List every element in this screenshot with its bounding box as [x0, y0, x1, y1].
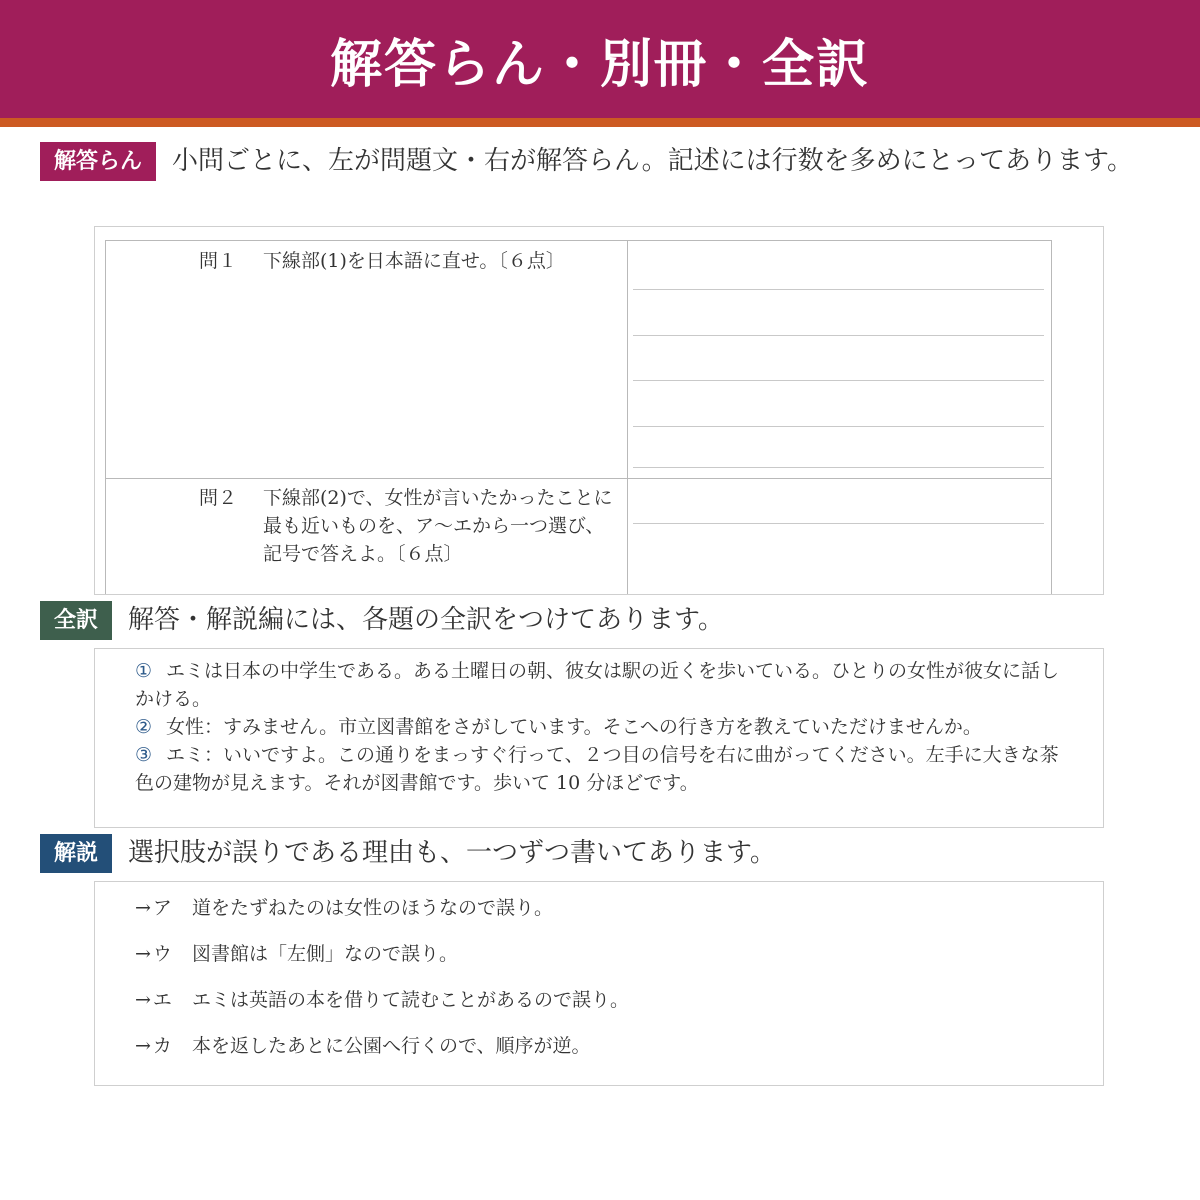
answer-line[interactable]	[633, 523, 1044, 524]
explanation-badge: 解説	[40, 834, 112, 873]
choice-label: ウ	[152, 943, 172, 965]
column-divider	[627, 241, 628, 595]
explanation-text: 本を返したあとに公園へ行くので、順序が逆。	[191, 1035, 591, 1057]
explanation-panel	[94, 881, 1104, 1086]
choice-label: ア	[152, 897, 172, 919]
choice-label: エ	[152, 989, 172, 1011]
answer-line[interactable]	[633, 380, 1044, 381]
choice-label: カ	[152, 1035, 172, 1057]
explanation-text: 図書館は「左側」なので誤り。	[191, 943, 458, 965]
explanation-text: 道をたずねたのは女性のほうなので誤り。	[191, 897, 553, 919]
answer-badge: 解答らん	[40, 142, 156, 181]
answer-line[interactable]	[633, 467, 1044, 468]
explanation-item	[135, 894, 553, 922]
page-title: 解答らん・別冊・全訳	[329, 34, 870, 95]
explanation-item	[135, 1032, 591, 1060]
translation-line	[135, 741, 1075, 797]
translation-section-heading	[40, 601, 724, 640]
answer-line[interactable]	[633, 335, 1044, 336]
line-number: ①	[135, 660, 153, 682]
question-label: 問１	[199, 250, 238, 272]
translation-panel	[94, 648, 1104, 828]
arrow-icon: →	[135, 897, 151, 919]
answer-line[interactable]	[633, 289, 1044, 290]
line-text: エミは日本の中学生である。ある土曜日の朝、彼女は駅の近くを歩いている。ひとりの女性が彼女に話しかける。	[135, 660, 1060, 710]
answer-sheet-table	[105, 240, 1052, 595]
answer-sheet-panel	[94, 226, 1104, 595]
translation-line	[135, 657, 1075, 713]
question-label: 問２	[199, 487, 238, 509]
answer-line[interactable]	[633, 426, 1044, 427]
line-number: ②	[135, 716, 153, 738]
explanation-description: 選択肢が誤りである理由も、一つずつ書いてあります。	[128, 838, 776, 868]
line-text: 女性：すみません。市立図書館をさがしています。そこへの行き方を教えていただけませんか。	[166, 716, 982, 738]
arrow-icon: →	[135, 1035, 151, 1057]
arrow-icon: →	[135, 989, 151, 1011]
translation-badge: 全訳	[40, 601, 112, 640]
explanation-item	[135, 940, 458, 968]
arrow-icon: →	[135, 943, 151, 965]
question-text: 下線部(1)を日本語に直せ。〔６点〕	[263, 250, 565, 272]
line-number: ③	[135, 744, 153, 766]
line-text: エミ：いいですよ。この通りをまっすぐ行って、２つ目の信号を右に曲がってください。左手に大きな茶色の建物が見えます。それが図書館です。歩いて 10 分ほどです。	[135, 744, 1059, 794]
page-header	[0, 0, 1200, 118]
header-accent-stripe	[0, 118, 1200, 127]
answer-description: 小問ごとに、左が問題文・右が解答らん。記述には行数を多めにとってあります。	[172, 146, 1133, 176]
translation-description: 解答・解説編には、各題の全訳をつけてあります。	[128, 605, 724, 635]
answer-section-heading	[40, 142, 1152, 181]
explanation-item	[135, 986, 629, 1014]
explanation-text: エミは英語の本を借りて読むことがあるので誤り。	[191, 989, 629, 1011]
question-text: 下線部(2)で、女性が言いたかったことに最も近いものを、ア〜エから一つ選び、記号で答えよ。〔６点〕	[263, 487, 613, 565]
row-divider	[106, 478, 1051, 479]
translation-text	[135, 657, 1075, 797]
explanation-section-heading	[40, 834, 776, 873]
translation-line	[135, 713, 1075, 741]
